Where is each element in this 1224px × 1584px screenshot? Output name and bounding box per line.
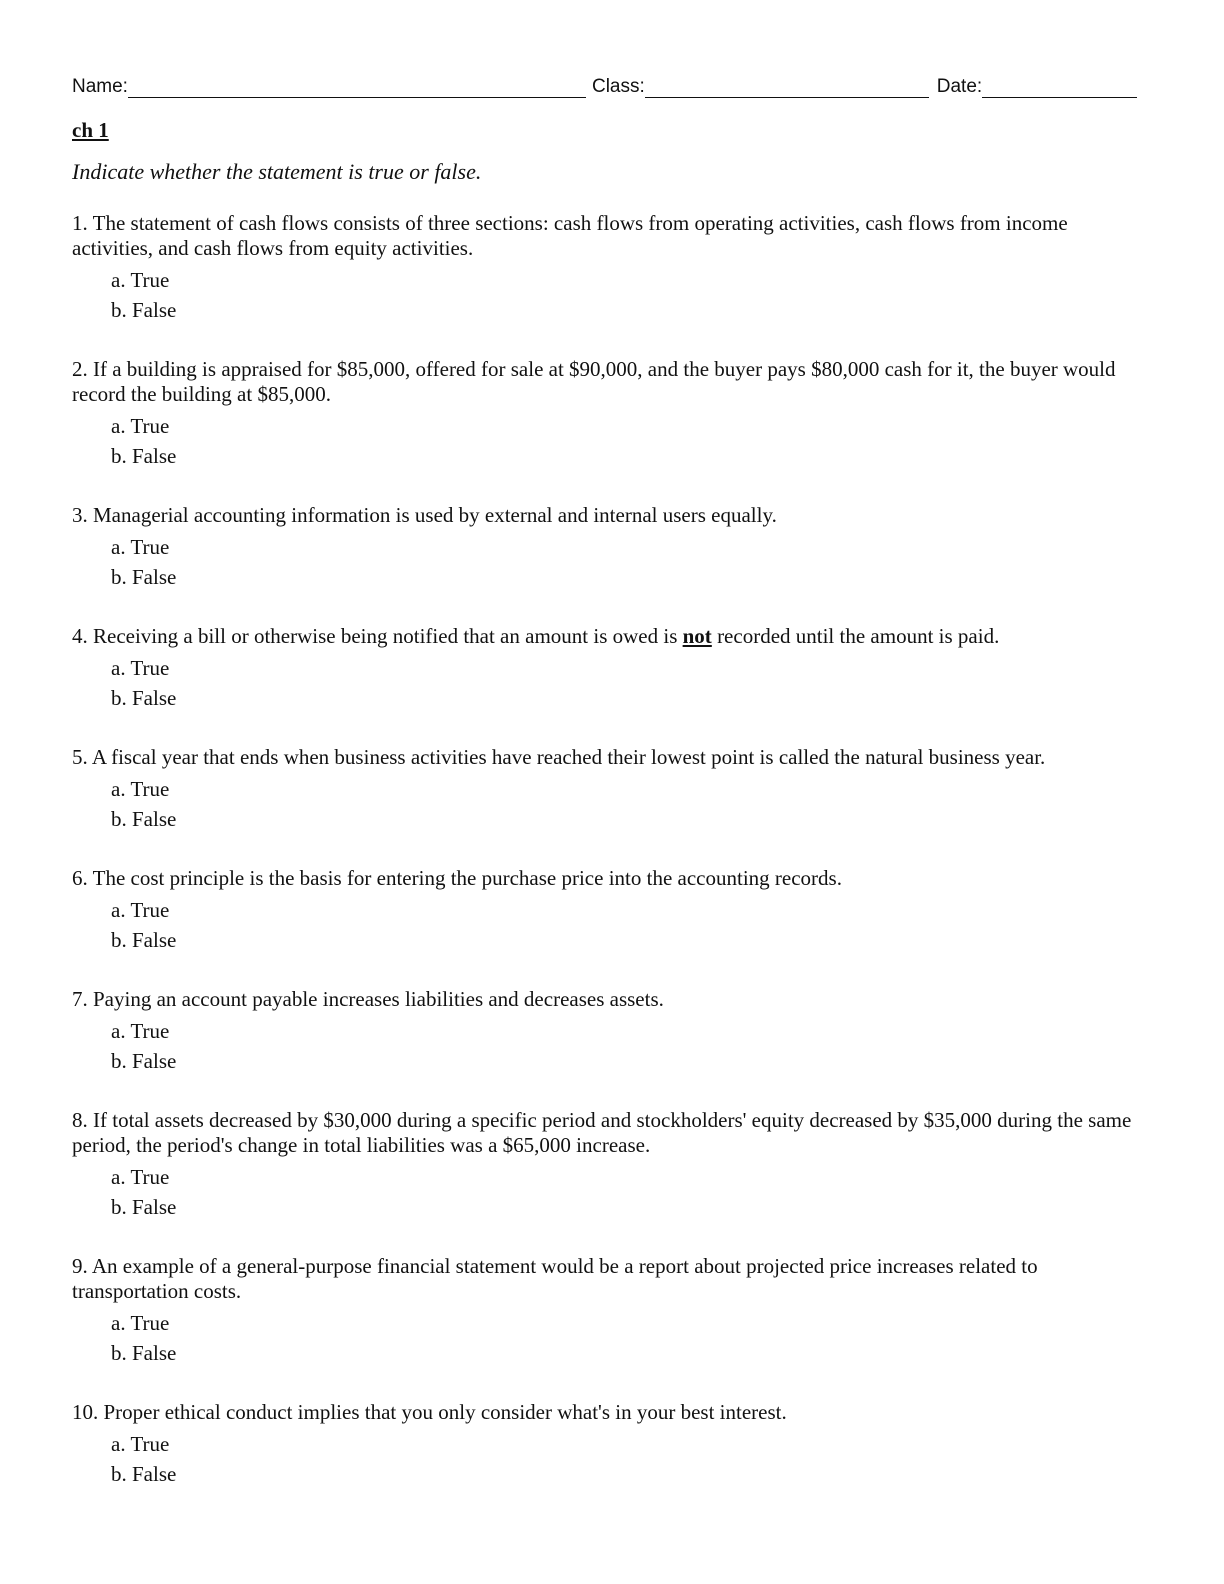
question-number: 5. xyxy=(72,745,88,769)
question-list xyxy=(72,211,1144,1489)
option-false[interactable]: b. False xyxy=(111,928,177,952)
answer-options xyxy=(111,1429,1144,1489)
option-false[interactable]: b. False xyxy=(111,1049,177,1073)
answer-options xyxy=(111,774,1144,834)
option-true[interactable]: a. True xyxy=(111,1165,170,1189)
question-text xyxy=(72,987,1132,1012)
question-text xyxy=(72,357,1132,407)
answer-options xyxy=(111,1162,1144,1222)
option-false[interactable]: b. False xyxy=(111,565,177,589)
option-true[interactable]: a. True xyxy=(111,898,170,922)
question-number: 8. xyxy=(72,1108,88,1132)
option-false[interactable]: b. False xyxy=(111,1195,177,1219)
question-number: 1. xyxy=(72,211,88,235)
answer-options xyxy=(111,265,1144,325)
option-true[interactable]: a. True xyxy=(111,1432,170,1456)
question-statement: If a building is appraised for $85,000, offered for sale at $90,000, and the buyer pays $80,000 cash for it, the buyer would record the building at $85,000. xyxy=(72,357,1116,406)
option-true[interactable]: a. True xyxy=(111,535,170,559)
question-3 xyxy=(72,503,1144,592)
answer-options xyxy=(111,653,1144,713)
worksheet-page xyxy=(72,68,1144,1521)
question-5 xyxy=(72,745,1144,834)
question-number: 9. xyxy=(72,1254,88,1278)
class-field xyxy=(592,75,929,98)
option-true[interactable]: a. True xyxy=(111,414,170,438)
question-number: 10. xyxy=(72,1400,99,1424)
question-1 xyxy=(72,211,1144,325)
date-label: Date: xyxy=(936,76,983,97)
question-statement: Managerial accounting information is used by external and internal users equally. xyxy=(93,503,777,527)
name-label: Name: xyxy=(72,76,128,97)
date-field xyxy=(937,75,1137,98)
name-field xyxy=(72,75,586,98)
question-statement: Receiving a bill or otherwise being notified that an amount is owed is xyxy=(93,624,683,648)
question-text xyxy=(72,211,1132,261)
question-number: 6. xyxy=(72,866,88,890)
name-blank-line[interactable] xyxy=(128,75,586,98)
question-text xyxy=(72,503,1132,528)
question-7 xyxy=(72,987,1144,1076)
option-true[interactable]: a. True xyxy=(111,777,170,801)
answer-options xyxy=(111,895,1144,955)
question-statement: A fiscal year that ends when business activities have reached their lowest point is called the natural business year. xyxy=(91,745,1046,769)
chapter-title: ch 1 xyxy=(72,118,109,142)
question-statement: The statement of cash flows consists of three sections: cash flows from operating activities, cash flows from income activities, and cash flows from equity activities. xyxy=(72,211,1068,260)
option-false[interactable]: b. False xyxy=(111,444,177,468)
question-statement: Proper ethical conduct implies that you only consider what's in your best interest. xyxy=(103,1400,787,1424)
question-number: 2. xyxy=(72,357,88,381)
question-text xyxy=(72,1400,1132,1425)
question-emphasis: not xyxy=(682,624,712,648)
question-text xyxy=(72,745,1132,770)
question-text xyxy=(72,1108,1132,1158)
instructions: Indicate whether the statement is true or false. xyxy=(72,159,482,184)
option-true[interactable]: a. True xyxy=(111,656,170,680)
option-false[interactable]: b. False xyxy=(111,1462,177,1486)
question-statement: Paying an account payable increases liabilities and decreases assets. xyxy=(93,987,664,1011)
option-true[interactable]: a. True xyxy=(111,268,170,292)
question-6 xyxy=(72,866,1144,955)
question-4 xyxy=(72,624,1144,713)
question-10 xyxy=(72,1400,1144,1489)
question-9 xyxy=(72,1254,1144,1368)
question-number: 3. xyxy=(72,503,88,527)
option-true[interactable]: a. True xyxy=(111,1311,170,1335)
answer-options xyxy=(111,411,1144,471)
option-false[interactable]: b. False xyxy=(111,298,177,322)
class-label: Class: xyxy=(591,76,645,97)
question-text xyxy=(72,866,1132,891)
answer-options xyxy=(111,532,1144,592)
question-number: 7. xyxy=(72,987,88,1011)
question-number: 4. xyxy=(72,624,88,648)
option-false[interactable]: b. False xyxy=(111,686,177,710)
class-blank-line[interactable] xyxy=(645,75,929,98)
answer-options xyxy=(111,1308,1144,1368)
header-row xyxy=(72,68,1144,98)
date-blank-line[interactable] xyxy=(982,75,1137,98)
question-text xyxy=(72,624,1132,649)
question-text xyxy=(72,1254,1132,1304)
option-true[interactable]: a. True xyxy=(111,1019,170,1043)
question-2 xyxy=(72,357,1144,471)
option-false[interactable]: b. False xyxy=(111,807,177,831)
question-statement: The cost principle is the basis for entering the purchase price into the accounting records. xyxy=(92,866,842,890)
answer-options xyxy=(111,1016,1144,1076)
question-statement-continued: recorded until the amount is paid. xyxy=(711,624,1000,648)
question-statement: If total assets decreased by $30,000 during a specific period and stockholders' equity decreased by $35,000 during the same period, the period's change in total liabilities was a $65,000 increase. xyxy=(72,1108,1132,1157)
question-statement: An example of a general-purpose financial statement would be a report about projected price increases related to transportation costs. xyxy=(72,1254,1038,1303)
question-8 xyxy=(72,1108,1144,1222)
option-false[interactable]: b. False xyxy=(111,1341,177,1365)
